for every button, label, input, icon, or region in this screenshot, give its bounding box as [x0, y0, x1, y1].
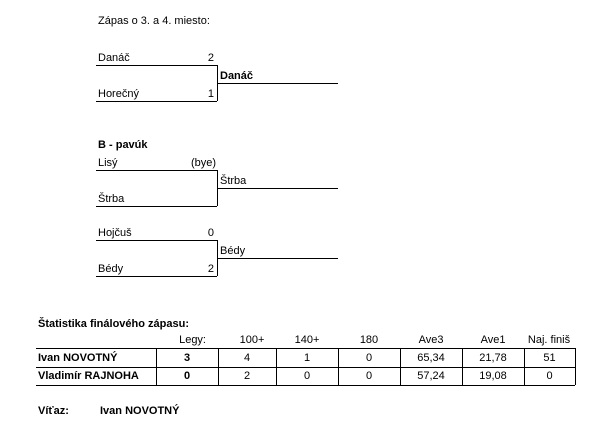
bracket-line	[96, 101, 217, 102]
bracket-line	[96, 276, 217, 277]
table-border	[36, 348, 575, 349]
bronze-bottom-player: Horečný	[98, 88, 139, 100]
bracket-line	[96, 240, 217, 241]
bronze-title: Zápas o 3. a 4. miesto:	[98, 15, 210, 27]
stat-cell: 0	[183, 370, 191, 382]
bracket-line	[217, 83, 338, 84]
stats-header: Ave1	[480, 334, 506, 346]
winner-name: Ivan NOVOTNÝ	[100, 405, 180, 417]
stats-header: 100+	[239, 334, 265, 346]
stat-cell: 57,24	[417, 370, 445, 382]
stat-cell: 21,78	[479, 352, 507, 364]
b2-top-player: Hojčuš	[98, 227, 132, 239]
bracket-line	[96, 65, 217, 66]
b1-winner: Štrba	[220, 175, 247, 187]
table-border	[575, 348, 576, 385]
b2-winner: Bédy	[220, 245, 246, 257]
b2-bottom-player: Bédy	[98, 263, 124, 275]
bracket-line	[96, 206, 217, 207]
bronze-top-score: 2	[207, 52, 214, 64]
stat-cell: 1	[303, 352, 311, 364]
bracket-line	[217, 188, 338, 189]
stat-cell: 51	[543, 352, 556, 364]
stat-cell: 0	[546, 370, 553, 382]
stat-cell: 4	[243, 352, 251, 364]
stat-cell: 3	[183, 352, 191, 364]
b-bracket-title: B - pavúk	[98, 139, 148, 151]
b2-top-score: 0	[207, 227, 214, 239]
table-border	[36, 367, 575, 368]
stats-header: Naj. finiš	[527, 334, 571, 346]
stat-cell: 0	[303, 370, 311, 382]
stat-cell: 65,34	[417, 352, 445, 364]
bronze-top-player: Danáč	[98, 52, 130, 64]
bronze-winner: Danáč	[220, 70, 254, 82]
player-name: Ivan NOVOTNÝ	[38, 352, 118, 364]
b1-top-score: (bye)	[190, 157, 216, 169]
table-border	[36, 385, 575, 386]
stats-header: 140+	[294, 334, 320, 346]
stats-header: Legy:	[179, 334, 206, 346]
stats-title: Štatistika finálového zápasu:	[38, 318, 189, 330]
stats-header: Ave3	[418, 334, 444, 346]
b1-top-player: Lisý	[98, 157, 118, 169]
player-name: Vladimír RAJNOHA	[38, 370, 139, 382]
stat-cell: 0	[365, 370, 373, 382]
stats-header: 180	[359, 334, 379, 346]
bronze-bottom-score: 1	[207, 88, 214, 100]
stat-cell: 0	[365, 352, 373, 364]
winner-label: Víťaz:	[38, 405, 69, 417]
b1-bottom-player: Štrba	[98, 193, 125, 205]
stat-cell: 19,08	[479, 370, 507, 382]
bracket-line	[96, 170, 217, 171]
b2-bottom-score: 2	[207, 263, 214, 275]
bracket-line	[217, 258, 338, 259]
stat-cell: 2	[243, 370, 251, 382]
